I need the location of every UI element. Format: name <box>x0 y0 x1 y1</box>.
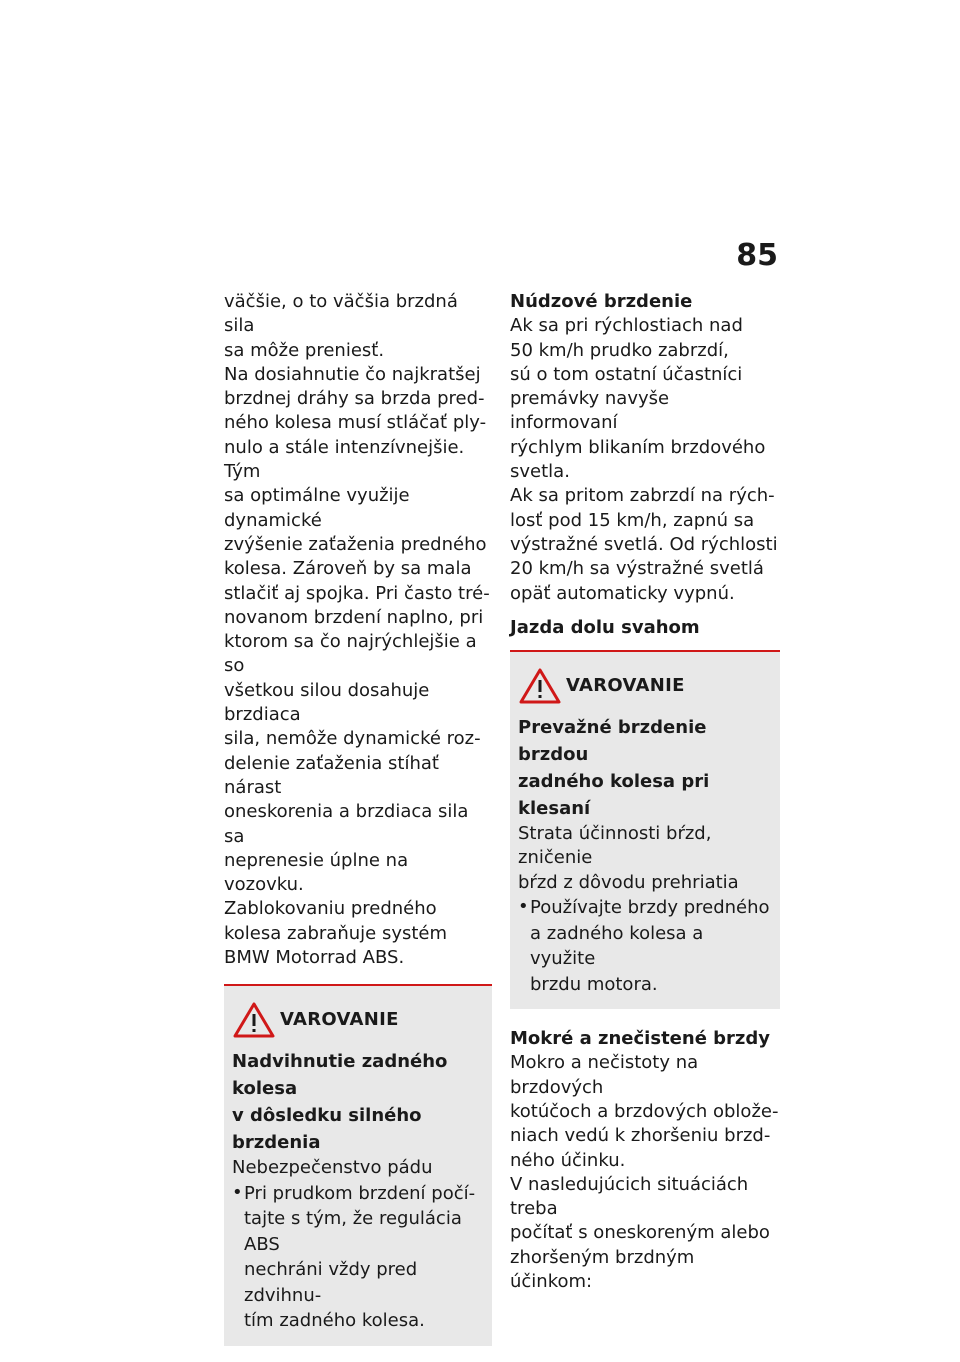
warning-title: VAROVANIE <box>280 1009 399 1031</box>
intro-paragraph: väčšie, o to väčšia brzdná sila sa môže preniesť. Na dosiahnutie čo najkratšej brzdnej dráhy sa brzda pred- ného kolesa musí stláčať ply- nulo a stále intenzívnejšie. Tým sa optimálne využije dynamické zvýšenie zaťaženia predného kolesa. Zároveň by sa mala stlačiť aj spojka. Pri často tré- novanom brzdení naplno, pri ktorom sa čo najrýchlejšie a so všetkou silou dosahuje brzdiaca sila, nemôže dynamické roz- delenie zaťaženia stíhať nárast oneskorenia a brzdiaca sila sa neprenesie úplne na vozovku. Zablokovaniu predného kolesa zabraňuje systém BMW Motorrad ABS. <box>224 291 490 969</box>
warning-header <box>518 666 774 706</box>
warning-subtitle: Prevažné brzdenie brzdou zadného kolesa pri klesaní <box>518 717 710 820</box>
section-heading-downhill: Jazda dolu svahom <box>510 616 700 638</box>
warning-bullet-text: Používajte brzdy predného a zadného kolesa a využite brzdu motora. <box>530 897 770 995</box>
bullet-dot-icon: • <box>232 1181 243 1203</box>
section-heading-wet-brakes: Mokré a znečistené brzdy <box>510 1028 771 1050</box>
page-number: 85 <box>736 238 778 273</box>
warning-box-rear-wheel-lift <box>224 984 492 1345</box>
warning-bullet <box>232 1181 486 1334</box>
warning-title: VAROVANIE <box>566 675 685 696</box>
emergency-paragraph: Ak sa pri rýchlostiach nad 50 km/h prudko zabrzdí, sú o tom ostatní účastníci premávky navyše informovaní rýchlym blikaním brzdového svetla. Ak sa pritom zabrzdí na rých- losť pod 15 km/h, zapnú sa výstražné svetlá. Od rýchlosti 20 km/h sa výstražné svetlá opäť automaticky vypnú. <box>510 315 778 604</box>
left-column <box>224 290 492 1346</box>
warning-triangle-icon <box>518 667 562 705</box>
warning-triangle-icon <box>232 1001 276 1039</box>
warning-subtitle: Nadvihnutie zadného kolesa v dôsledku silného brzdenia <box>232 1051 448 1154</box>
warning-text: Strata účinnosti bŕzd, zničenie bŕzd z dôvodu prehriatia <box>518 823 739 893</box>
warning-bullet <box>518 895 774 997</box>
warning-header <box>232 1000 486 1040</box>
bullet-dot-icon: • <box>518 896 529 918</box>
section-heading-emergency: Núdzové brzdenie <box>510 291 693 312</box>
right-column <box>510 290 780 1294</box>
wet-brakes-paragraph: Mokro a nečistoty na brzdových kotúčoch a brzdových oblože- niach vedú k zhoršeniu brzd- ného účinku. V nasledujúcich situáciách treba počítať s oneskoreným alebo zhoršeným brzdným účinkom: <box>510 1052 779 1293</box>
warning-box-downhill <box>510 650 780 1009</box>
warning-text: Nebezpečenstvo pádu <box>232 1157 433 1179</box>
warning-bullet-text: Pri prudkom brzdení počí- tajte s tým, že regulácia ABS nechráni vždy pred zdvihnu- tím zadného kolesa. <box>244 1182 476 1332</box>
